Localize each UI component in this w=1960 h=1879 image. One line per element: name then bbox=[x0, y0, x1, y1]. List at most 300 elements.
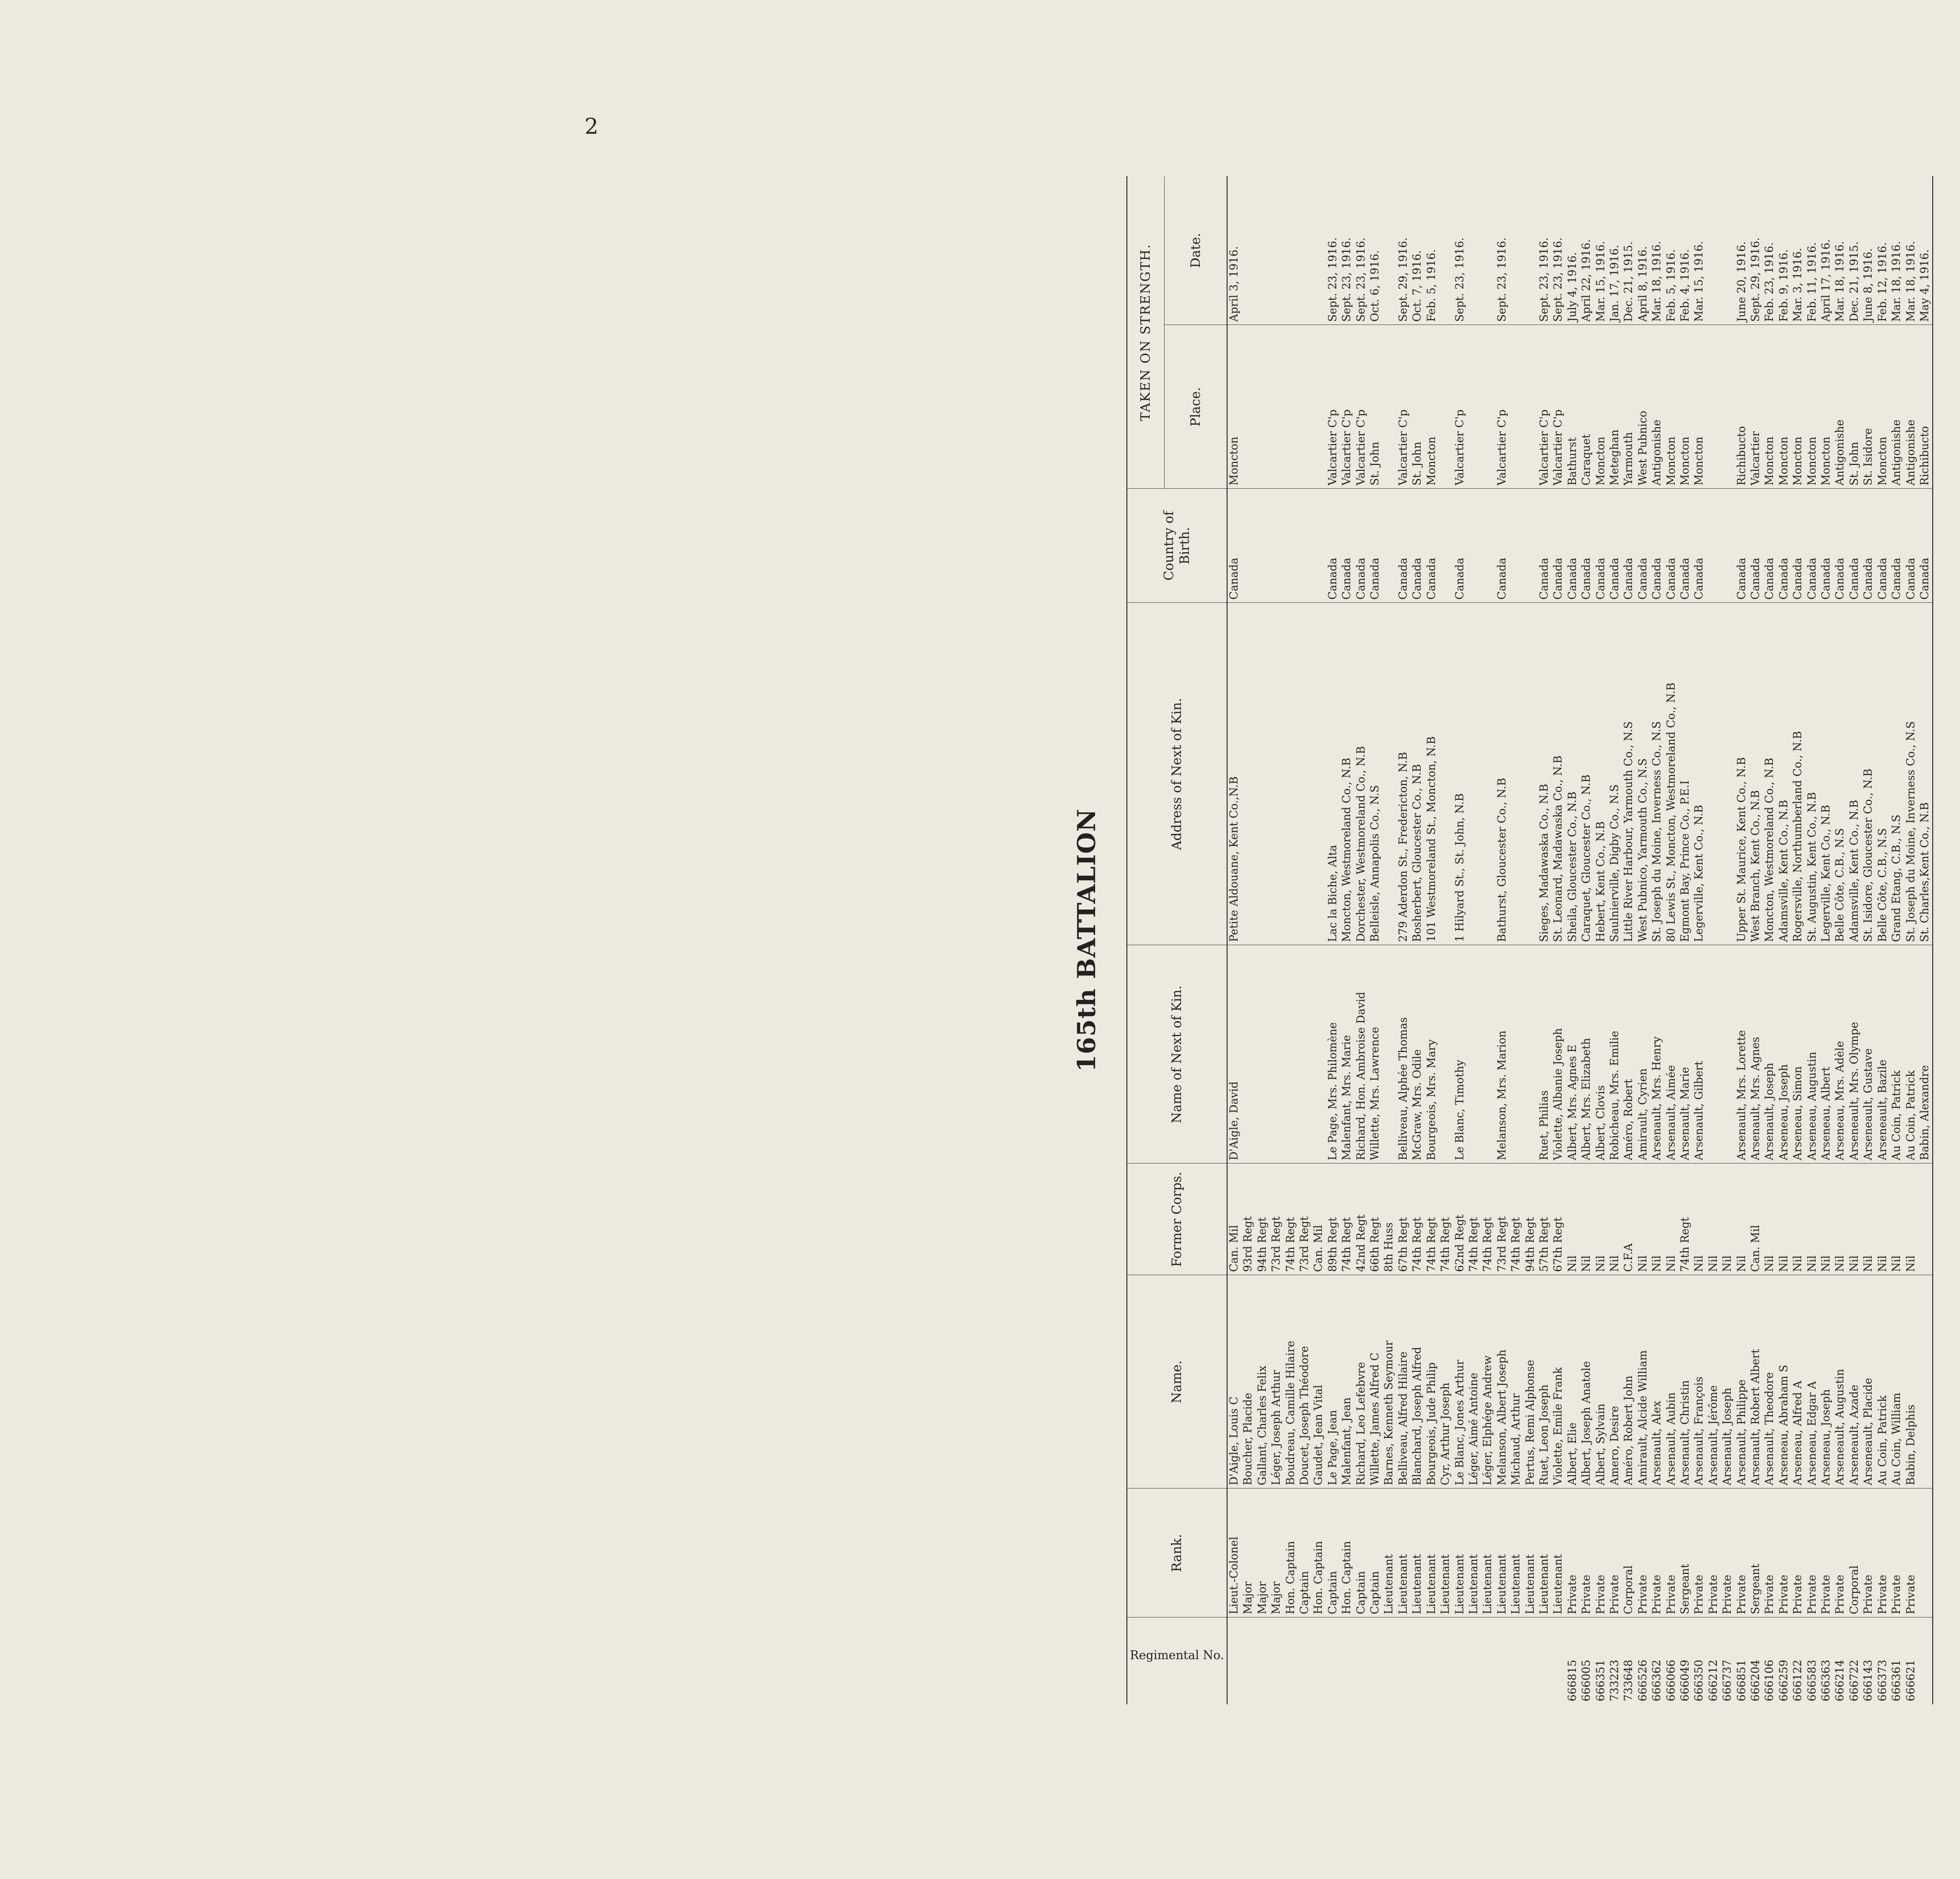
country-cell: Canada bbox=[1552, 489, 1566, 603]
former-corps-cell: Nil bbox=[1608, 1164, 1622, 1275]
name-cell: Arsenault, François bbox=[1693, 1275, 1706, 1489]
place-cell: St. John bbox=[1848, 325, 1862, 489]
place-cell: Moncton bbox=[1876, 325, 1890, 489]
name-cell: Pertus, Remi Alphonse bbox=[1524, 1275, 1538, 1489]
kin-name-cell: Arsenault, Aimée bbox=[1665, 945, 1679, 1164]
place-cell bbox=[1721, 325, 1735, 489]
country-cell bbox=[1467, 489, 1481, 603]
country-cell: Canada bbox=[1227, 489, 1241, 603]
regimental-no-cell: 666526 bbox=[1636, 1660, 1649, 1701]
regimental-no-cell bbox=[1312, 1618, 1326, 1704]
date-cell: Mar. 18, 1916. bbox=[1833, 176, 1847, 325]
former-corps-cell: Nil bbox=[1890, 1164, 1904, 1275]
kin-name-cell bbox=[1467, 945, 1481, 1164]
name-cell: Albert, Elie bbox=[1566, 1275, 1580, 1489]
table-row bbox=[1763, 176, 1777, 1704]
name-cell: Au Coin, William bbox=[1890, 1275, 1904, 1489]
place-cell: Bathurst bbox=[1566, 325, 1580, 489]
name-cell: Barnes, Kenneth Seymour bbox=[1382, 1275, 1396, 1489]
former-corps-cell: Nil bbox=[1763, 1164, 1777, 1275]
country-cell: Canada bbox=[1918, 489, 1933, 603]
date-cell: June 20, 1916. bbox=[1735, 176, 1749, 325]
kin-name-cell bbox=[1481, 945, 1495, 1164]
kin-address-cell: Lac la Biche, Alta bbox=[1326, 603, 1340, 945]
kin-address-cell: Adamsville, Kent Co., N.B bbox=[1777, 603, 1791, 945]
header-name: Name. bbox=[1127, 1275, 1227, 1489]
rank-cell: Corporal bbox=[1848, 1489, 1862, 1618]
kin-address-cell: Hebert, Kent Co., N.B bbox=[1594, 603, 1608, 945]
regimental-no-cell bbox=[1425, 1618, 1439, 1704]
kin-name-cell: Arseneau, Mrs. Adèle bbox=[1833, 945, 1847, 1164]
rank-cell: Private bbox=[1820, 1489, 1833, 1618]
country-cell: Canada bbox=[1679, 489, 1693, 603]
former-corps-cell: 57th Regt bbox=[1538, 1164, 1552, 1275]
regimental-no-cell: 666722 bbox=[1848, 1660, 1861, 1701]
header-date: Date. bbox=[1165, 176, 1227, 325]
kin-name-cell: Arsenault, Marie bbox=[1679, 945, 1693, 1164]
kin-name-cell: Babin, Alexandre bbox=[1918, 945, 1933, 1164]
country-cell: Canada bbox=[1749, 489, 1763, 603]
kin-address-cell bbox=[1382, 603, 1396, 945]
kin-name-cell: Albert, Clovis bbox=[1594, 945, 1608, 1164]
name-cell: Améro, Robert John bbox=[1622, 1275, 1636, 1489]
rank-cell: Lieutenant bbox=[1397, 1489, 1411, 1618]
name-cell: Arseneault, Augustin bbox=[1833, 1275, 1847, 1489]
rank-cell: Sergeant bbox=[1679, 1489, 1693, 1618]
table-row bbox=[1749, 176, 1763, 1704]
table-row bbox=[1608, 176, 1622, 1704]
rotated-page-content bbox=[1072, 176, 1960, 1704]
page-number: 2 bbox=[585, 114, 598, 139]
date-cell: Sept. 29, 1916. bbox=[1397, 176, 1411, 325]
former-corps-cell: Nil bbox=[1862, 1164, 1876, 1275]
place-cell bbox=[1439, 325, 1453, 489]
name-cell: Belliveau, Alfred Hilaire bbox=[1397, 1275, 1411, 1489]
kin-name-cell: Robicheau, Mrs. Emilie bbox=[1608, 945, 1622, 1164]
table-row bbox=[1848, 176, 1862, 1704]
rank-cell: Private bbox=[1763, 1489, 1777, 1618]
rank-cell bbox=[1918, 1489, 1933, 1618]
rank-cell: Private bbox=[1777, 1489, 1791, 1618]
place-cell: Caraquet bbox=[1580, 325, 1594, 489]
kin-name-cell: Willette, Mrs. Lawrence bbox=[1369, 945, 1382, 1164]
regimental-no-cell bbox=[1340, 1618, 1354, 1704]
kin-address-cell bbox=[1256, 603, 1270, 945]
rank-cell: Lieutenant bbox=[1467, 1489, 1481, 1618]
table-row bbox=[1622, 176, 1636, 1704]
former-corps-cell: 67th Regt bbox=[1552, 1164, 1566, 1275]
country-cell: Canada bbox=[1820, 489, 1833, 603]
place-cell: Antigonishe bbox=[1650, 325, 1664, 489]
regimental-no-cell: 666621 bbox=[1904, 1660, 1917, 1701]
name-cell: Arseneault, Azade bbox=[1848, 1275, 1862, 1489]
kin-name-cell bbox=[1284, 945, 1298, 1164]
place-cell bbox=[1382, 325, 1396, 489]
country-cell: Canada bbox=[1566, 489, 1580, 603]
kin-address-cell bbox=[1284, 603, 1298, 945]
kin-name-cell: Améro, Robert bbox=[1622, 945, 1636, 1164]
date-cell: Feb. 23, 1916. bbox=[1763, 176, 1777, 325]
name-cell: Arseneau, Edgar A bbox=[1806, 1275, 1820, 1489]
country-cell bbox=[1721, 489, 1735, 603]
header-former-corps: Former Corps. bbox=[1127, 1164, 1227, 1275]
table-row bbox=[1326, 176, 1340, 1704]
regimental-no-cell: 666361 bbox=[1891, 1660, 1903, 1701]
kin-name-cell: Albert, Mrs. Agnes E bbox=[1566, 945, 1580, 1164]
regimental-no-cell: 666049 bbox=[1679, 1660, 1692, 1701]
table-row bbox=[1735, 176, 1749, 1704]
name-cell: Doucet, Joseph Théodore bbox=[1298, 1275, 1312, 1489]
table-row bbox=[1890, 176, 1904, 1704]
table-row bbox=[1791, 176, 1805, 1704]
table-row bbox=[1481, 176, 1495, 1704]
name-cell: Arseneau, Joseph bbox=[1820, 1275, 1833, 1489]
place-cell: Moncton bbox=[1791, 325, 1805, 489]
date-cell bbox=[1382, 176, 1396, 325]
regimental-no-cell: 733223 bbox=[1608, 1660, 1621, 1701]
country-cell bbox=[1270, 489, 1284, 603]
table-row bbox=[1833, 176, 1847, 1704]
date-cell: Mar. 18, 1916. bbox=[1650, 176, 1664, 325]
former-corps-cell: 73rd Regt bbox=[1298, 1164, 1312, 1275]
former-corps-cell: Nil bbox=[1735, 1164, 1749, 1275]
name-cell: Melanson, Albert Joseph bbox=[1496, 1275, 1509, 1489]
table-row bbox=[1806, 176, 1820, 1704]
former-corps-cell: 89th Regt bbox=[1326, 1164, 1340, 1275]
kin-name-cell bbox=[1707, 945, 1721, 1164]
place-cell: Antigonishe bbox=[1890, 325, 1904, 489]
date-cell: June 8, 1916. bbox=[1862, 176, 1876, 325]
former-corps-cell: 74th Regt bbox=[1439, 1164, 1453, 1275]
country-cell bbox=[1707, 489, 1721, 603]
country-cell: Canada bbox=[1326, 489, 1340, 603]
kin-name-cell bbox=[1312, 945, 1326, 1164]
rank-cell: Private bbox=[1580, 1489, 1594, 1618]
kin-address-cell: 101 Westmoreland St., Moncton, N.B bbox=[1425, 603, 1439, 945]
rank-cell: Private bbox=[1636, 1489, 1650, 1618]
kin-address-cell: Sieges, Madawaska Co., N.B bbox=[1538, 603, 1552, 945]
name-cell: Richard, Leo Lefebvre bbox=[1355, 1275, 1369, 1489]
kin-name-cell: Arseneau, Augustin bbox=[1806, 945, 1820, 1164]
kin-name-cell: McGraw, Mrs. Odile bbox=[1411, 945, 1425, 1164]
place-cell bbox=[1467, 325, 1481, 489]
former-corps-cell: Nil bbox=[1806, 1164, 1820, 1275]
kin-name-cell: Arseneau, Simon bbox=[1791, 945, 1805, 1164]
kin-address-cell: Moncton, Westmoreland Co., N.B bbox=[1763, 603, 1777, 945]
former-corps-cell: 74th Regt bbox=[1425, 1164, 1439, 1275]
kin-address-cell: 80 Lewis St., Moncton, Westmoreland Co., N.B bbox=[1665, 603, 1679, 945]
table-row bbox=[1777, 176, 1791, 1704]
place-cell: St. John bbox=[1369, 325, 1382, 489]
country-cell: Canada bbox=[1862, 489, 1876, 603]
place-cell: Valcartier C'p bbox=[1453, 325, 1467, 489]
date-cell: Sept. 23, 1916. bbox=[1496, 176, 1509, 325]
kin-address-cell: Bathurst, Gloucester Co., N.B bbox=[1496, 603, 1509, 945]
regimental-no-cell: 666362 bbox=[1651, 1660, 1664, 1701]
name-cell: Gaudet, Jean Vital bbox=[1312, 1275, 1326, 1489]
header-rank: Rank. bbox=[1127, 1489, 1227, 1618]
country-cell bbox=[1256, 489, 1270, 603]
name-cell: Arsenault, Aubin bbox=[1665, 1275, 1679, 1489]
former-corps-cell: 74th Regt bbox=[1340, 1164, 1354, 1275]
kin-address-cell bbox=[1509, 603, 1523, 945]
former-corps-cell: Nil bbox=[1904, 1164, 1918, 1275]
former-corps-cell: 74th Regt bbox=[1679, 1164, 1693, 1275]
kin-name-cell bbox=[1439, 945, 1453, 1164]
rank-cell: Private bbox=[1707, 1489, 1721, 1618]
kin-name-cell: Arseneau, Joseph bbox=[1777, 945, 1791, 1164]
regimental-no-cell bbox=[1538, 1618, 1552, 1704]
table-row bbox=[1439, 176, 1453, 1704]
name-cell: Ruet, Leon Joseph bbox=[1538, 1275, 1552, 1489]
place-cell: Moncton bbox=[1763, 325, 1777, 489]
rank-cell: Lieutenant bbox=[1538, 1489, 1552, 1618]
regimental-no-cell bbox=[1524, 1618, 1538, 1704]
regimental-no-cell bbox=[1369, 1618, 1382, 1704]
kin-name-cell: Le Blanc, Timothy bbox=[1453, 945, 1467, 1164]
date-cell: Feb. 4, 1916. bbox=[1679, 176, 1693, 325]
date-cell: Sept. 23, 1916. bbox=[1355, 176, 1369, 325]
regimental-no-cell: 666350 bbox=[1693, 1660, 1706, 1701]
kin-address-cell: Bosherbert, Gloucester Co., N.B bbox=[1411, 603, 1425, 945]
former-corps-cell: 94th Regt bbox=[1256, 1164, 1270, 1275]
table-row bbox=[1538, 176, 1552, 1704]
date-cell: Mar. 15, 1916. bbox=[1594, 176, 1608, 325]
kin-address-cell: Dorchester, Westmoreland Co., N.B bbox=[1355, 603, 1369, 945]
country-cell bbox=[1298, 489, 1312, 603]
date-cell: Feb. 5, 1916. bbox=[1665, 176, 1679, 325]
kin-address-cell: St. Joseph du Moine, Inverness Co., N.S bbox=[1904, 603, 1918, 945]
kin-address-cell: West Branch, Kent Co., N.B bbox=[1749, 603, 1763, 945]
name-cell: Boudreau, Camille Hilaire bbox=[1284, 1275, 1298, 1489]
kin-name-cell bbox=[1256, 945, 1270, 1164]
regimental-no-cell: 666373 bbox=[1876, 1660, 1889, 1701]
header-taken-on-strength: TAKEN ON STRENGTH. bbox=[1127, 176, 1165, 489]
rank-cell: Major bbox=[1241, 1489, 1255, 1618]
name-cell: Au Coin, Patrick bbox=[1876, 1275, 1890, 1489]
former-corps-cell: Nil bbox=[1665, 1164, 1679, 1275]
regimental-no-cell: 666143 bbox=[1862, 1660, 1875, 1701]
date-cell bbox=[1481, 176, 1495, 325]
name-cell: Le Blanc, Jones Arthur bbox=[1453, 1275, 1467, 1489]
date-cell bbox=[1312, 176, 1326, 325]
name-cell: Albert, Joseph Anatole bbox=[1580, 1275, 1594, 1489]
former-corps-cell: Nil bbox=[1848, 1164, 1862, 1275]
rank-cell: Hon. Captain bbox=[1284, 1489, 1298, 1618]
former-corps-cell: 74th Regt bbox=[1411, 1164, 1425, 1275]
place-cell: Moncton bbox=[1665, 325, 1679, 489]
kin-address-cell: Egmont Bay, Prince Co., P.E.I bbox=[1679, 603, 1693, 945]
former-corps-cell: 73rd Regt bbox=[1496, 1164, 1509, 1275]
former-corps-cell: Nil bbox=[1777, 1164, 1791, 1275]
place-cell: Antigonishe bbox=[1904, 325, 1918, 489]
place-cell: Valcartier C'p bbox=[1552, 325, 1566, 489]
kin-address-cell: Adamsville, Kent Co., N.B bbox=[1848, 603, 1862, 945]
table-row bbox=[1241, 176, 1255, 1704]
place-cell: Richibucto bbox=[1735, 325, 1749, 489]
former-corps-cell: Can. Mil bbox=[1227, 1164, 1241, 1275]
country-cell: Canada bbox=[1411, 489, 1425, 603]
place-cell: Antigonishe bbox=[1833, 325, 1847, 489]
rank-cell: Captain bbox=[1355, 1489, 1369, 1618]
place-cell bbox=[1256, 325, 1270, 489]
former-corps-cell: Nil bbox=[1876, 1164, 1890, 1275]
regimental-no-cell bbox=[1241, 1618, 1255, 1704]
date-cell bbox=[1241, 176, 1255, 325]
regimental-no-cell: 666583 bbox=[1806, 1660, 1819, 1701]
regimental-no-cell: 733648 bbox=[1623, 1660, 1635, 1701]
regimental-no-cell bbox=[1411, 1618, 1425, 1704]
kin-name-cell bbox=[1524, 945, 1538, 1164]
date-cell bbox=[1467, 176, 1481, 325]
table-row bbox=[1679, 176, 1693, 1704]
former-corps-cell: Nil bbox=[1693, 1164, 1706, 1275]
table-row bbox=[1721, 176, 1735, 1704]
rank-cell: Lieutenant bbox=[1509, 1489, 1523, 1618]
kin-address-cell: West Pubnico, Yarmouth Co., N.S bbox=[1636, 603, 1650, 945]
table-row bbox=[1693, 176, 1706, 1704]
kin-address-cell: Moncton, Westmoreland Co., N.B bbox=[1340, 603, 1354, 945]
regimental-no-cell: 666815 bbox=[1566, 1660, 1579, 1701]
kin-address-cell: 1 Hilyard St., St. John, N.B bbox=[1453, 603, 1467, 945]
kin-name-cell: Arsenault, Mrs. Henry bbox=[1650, 945, 1664, 1164]
former-corps-cell: Nil bbox=[1650, 1164, 1664, 1275]
kin-name-cell: Belliveau, Alphée Thomas bbox=[1397, 945, 1411, 1164]
date-cell: Sept. 23, 1916. bbox=[1453, 176, 1467, 325]
former-corps-cell: Nil bbox=[1820, 1164, 1833, 1275]
former-corps-cell: 93rd Regt bbox=[1241, 1164, 1255, 1275]
kin-name-cell: Violette, Albanie Joseph bbox=[1552, 945, 1566, 1164]
table-row bbox=[1904, 176, 1918, 1704]
table-row bbox=[1594, 176, 1608, 1704]
date-cell: April 3, 1916. bbox=[1227, 176, 1241, 325]
regimental-no-cell bbox=[1439, 1618, 1453, 1704]
regimental-no-cell: 666259 bbox=[1777, 1660, 1790, 1701]
rank-cell: Lieutenant bbox=[1425, 1489, 1439, 1618]
name-cell: Arseneault, Placide bbox=[1862, 1275, 1876, 1489]
name-cell: Arsenault, Theodore bbox=[1763, 1275, 1777, 1489]
place-cell: West Pubnico bbox=[1636, 325, 1650, 489]
kin-address-cell: Sheila, Gloucester Co., N.B bbox=[1566, 603, 1580, 945]
date-cell bbox=[1284, 176, 1298, 325]
table-row bbox=[1918, 176, 1933, 1704]
place-cell: Moncton bbox=[1693, 325, 1706, 489]
rank-cell: Private bbox=[1608, 1489, 1622, 1618]
rank-cell: Private bbox=[1693, 1489, 1706, 1618]
kin-address-cell: Rogersville, Northumberland Co., N.B bbox=[1791, 603, 1805, 945]
country-cell: Canada bbox=[1833, 489, 1847, 603]
rank-cell: Lieutenant bbox=[1481, 1489, 1495, 1618]
kin-address-cell: St. Charles,Kent Co., N.B bbox=[1918, 603, 1933, 945]
kin-address-cell: Legerville, Kent Co., N.B bbox=[1693, 603, 1706, 945]
rank-cell: Lieutenant bbox=[1524, 1489, 1538, 1618]
name-cell: Arsenault, Christin bbox=[1679, 1275, 1693, 1489]
kin-name-cell: Albert, Mrs. Elizabeth bbox=[1580, 945, 1594, 1164]
kin-name-cell: Arseneault, Mrs. Olympe bbox=[1848, 945, 1862, 1164]
table-row bbox=[1369, 176, 1382, 1704]
place-cell bbox=[1509, 325, 1523, 489]
country-cell bbox=[1481, 489, 1495, 603]
name-cell: Blanchard, Joseph Alfred bbox=[1411, 1275, 1425, 1489]
country-cell: Canada bbox=[1496, 489, 1509, 603]
former-corps-cell: 74th Regt bbox=[1284, 1164, 1298, 1275]
kin-address-cell: Upper St. Maurice, Kent Co., N.B bbox=[1735, 603, 1749, 945]
former-corps-cell: Nil bbox=[1594, 1164, 1608, 1275]
kin-name-cell: D'Aigle, David bbox=[1227, 945, 1241, 1164]
regimental-no-cell bbox=[1326, 1618, 1340, 1704]
name-cell: Amero, Desire bbox=[1608, 1275, 1622, 1489]
rank-cell: Captain bbox=[1298, 1489, 1312, 1618]
former-corps-cell: 94th Regt bbox=[1524, 1164, 1538, 1275]
kin-address-cell: St. Leonard, Madawaska Co., N.B bbox=[1552, 603, 1566, 945]
name-cell: Boucher, Placide bbox=[1241, 1275, 1255, 1489]
place-cell: Moncton bbox=[1679, 325, 1693, 489]
regimental-no-cell bbox=[1481, 1618, 1495, 1704]
date-cell: Sept. 23, 1916. bbox=[1552, 176, 1566, 325]
place-cell bbox=[1284, 325, 1298, 489]
table-row bbox=[1496, 176, 1509, 1704]
former-corps-cell: C.F.A bbox=[1622, 1164, 1636, 1275]
rank-cell: Major bbox=[1270, 1489, 1284, 1618]
place-cell: Valcartier C'p bbox=[1397, 325, 1411, 489]
place-cell bbox=[1707, 325, 1721, 489]
regimental-no-cell bbox=[1382, 1618, 1396, 1704]
table-row bbox=[1382, 176, 1396, 1704]
name-cell: Arsenault, Joseph bbox=[1721, 1275, 1735, 1489]
regimental-no-cell bbox=[1509, 1618, 1523, 1704]
rank-cell: Private bbox=[1890, 1489, 1904, 1618]
country-cell bbox=[1439, 489, 1453, 603]
name-cell: Le Page, Jean bbox=[1326, 1275, 1340, 1489]
kin-address-cell: Caraquet, Gloucester Co., N.B bbox=[1580, 603, 1594, 945]
rank-cell: Lieutenant bbox=[1496, 1489, 1509, 1618]
table-row bbox=[1298, 176, 1312, 1704]
place-cell: Valcartier bbox=[1749, 325, 1763, 489]
name-cell: Arsenault, Philippe bbox=[1735, 1275, 1749, 1489]
country-cell: Canada bbox=[1340, 489, 1354, 603]
rank-cell: Private bbox=[1833, 1489, 1847, 1618]
kin-address-cell: Grand Etang, C.B., N.S bbox=[1890, 603, 1904, 945]
kin-address-cell bbox=[1707, 603, 1721, 945]
name-cell: Willette, James Alfred C bbox=[1369, 1275, 1382, 1489]
regimental-no-cell: 666212 bbox=[1707, 1660, 1720, 1701]
former-corps-cell: Nil bbox=[1580, 1164, 1594, 1275]
date-cell: Mar. 15, 1916. bbox=[1693, 176, 1706, 325]
regimental-no-cell: 666204 bbox=[1750, 1660, 1763, 1701]
kin-name-cell: Le Page, Mrs. Philomène bbox=[1326, 945, 1340, 1164]
name-cell: Arsenault, Alex bbox=[1650, 1275, 1664, 1489]
place-cell: Moncton bbox=[1806, 325, 1820, 489]
table-row bbox=[1312, 176, 1326, 1704]
date-cell: Sept. 23, 1916. bbox=[1326, 176, 1340, 325]
table-row bbox=[1650, 176, 1664, 1704]
name-cell: Léger, Aimé Antoine bbox=[1467, 1275, 1481, 1489]
kin-name-cell bbox=[1298, 945, 1312, 1164]
place-cell: Moncton bbox=[1820, 325, 1833, 489]
place-cell bbox=[1481, 325, 1495, 489]
kin-name-cell: Arsenault, Joseph bbox=[1763, 945, 1777, 1164]
table-row bbox=[1580, 176, 1594, 1704]
table-row bbox=[1340, 176, 1354, 1704]
table-row bbox=[1876, 176, 1890, 1704]
kin-address-cell bbox=[1721, 603, 1735, 945]
rank-cell: Captain bbox=[1369, 1489, 1382, 1618]
kin-address-cell bbox=[1481, 603, 1495, 945]
regimental-no-cell bbox=[1453, 1618, 1467, 1704]
former-corps-cell: Nil bbox=[1721, 1164, 1735, 1275]
date-cell: Mar. 18, 1916. bbox=[1904, 176, 1918, 325]
regimental-no-cell bbox=[1467, 1618, 1481, 1704]
